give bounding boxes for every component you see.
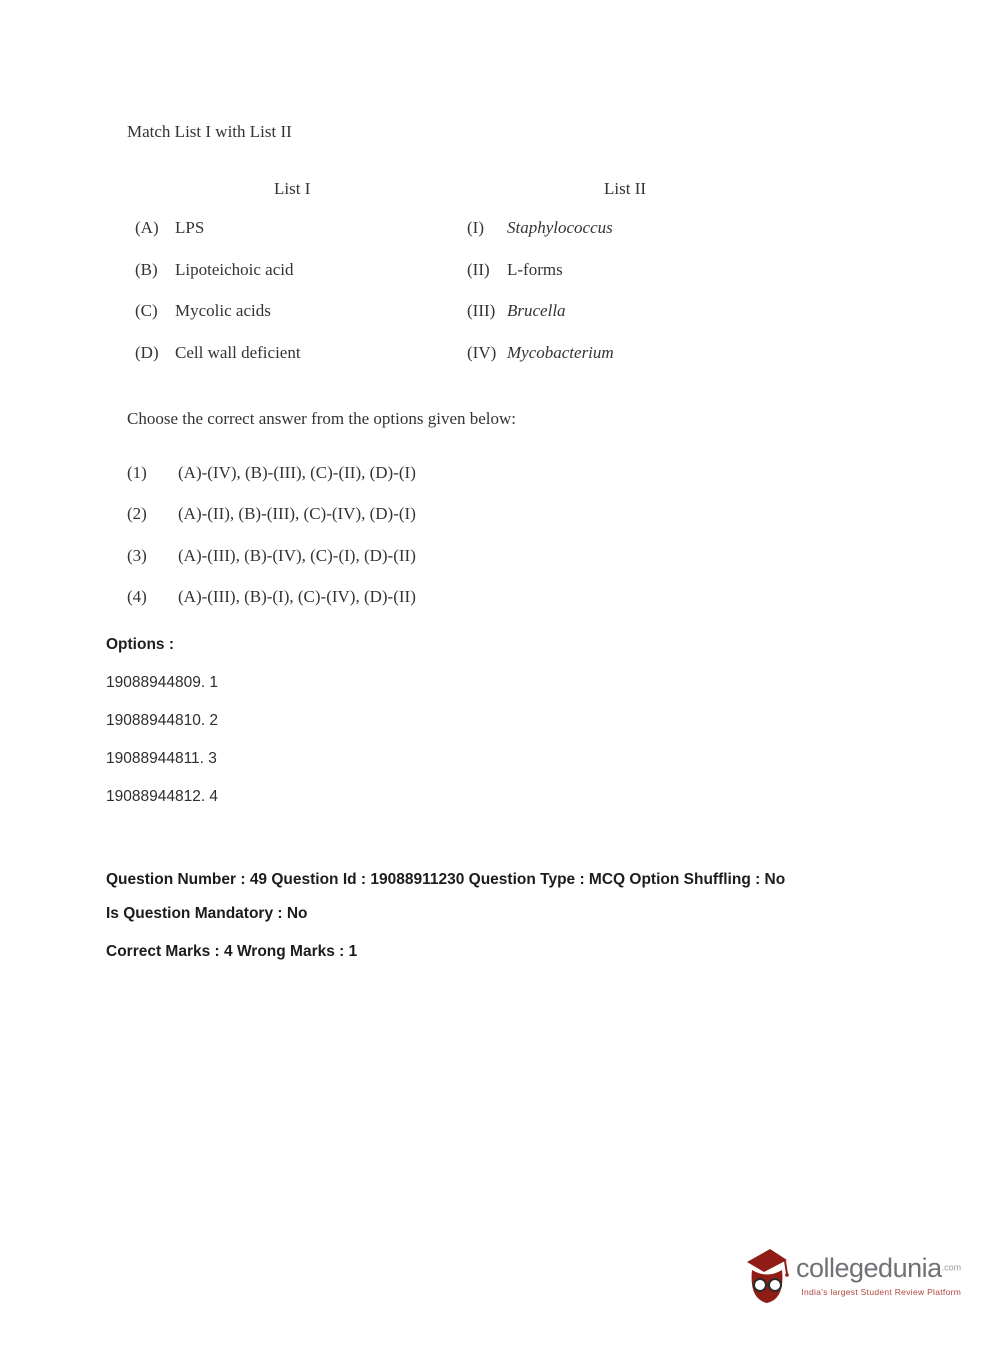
question-meta-line2: Is Question Mandatory : No	[106, 905, 308, 922]
answer-option-row	[127, 504, 727, 545]
options-id-list	[106, 674, 218, 826]
list2-item-label: (III)	[467, 301, 496, 321]
option-id-item: 19088944810. 2	[106, 712, 219, 729]
answer-options	[127, 463, 727, 629]
list2-item-text: Staphylococcus	[507, 218, 613, 237]
question-meta-line3: Correct Marks : 4 Wrong Marks : 1	[106, 943, 358, 960]
options-heading: Options :	[106, 636, 175, 653]
brand-text-block	[796, 1245, 961, 1297]
list1-item-text: Cell wall deficient	[175, 342, 301, 362]
match-row	[135, 343, 875, 385]
choose-instruction: Choose the correct answer from the options given below:	[127, 409, 517, 428]
match-row	[135, 218, 875, 260]
collegedunia-logo	[745, 1245, 961, 1307]
answer-option-text: (A)-(II), (B)-(III), (C)-(IV), (D)-(I)	[178, 504, 416, 524]
list1-item-text: Mycolic acids	[175, 301, 271, 321]
list2-header: List II	[604, 179, 647, 198]
answer-option-row	[127, 546, 727, 587]
list1-item-label: (D)	[135, 342, 159, 362]
answer-option-number: (2)	[127, 504, 147, 524]
brand-name: collegedunia	[796, 1253, 942, 1283]
match-table	[135, 218, 875, 384]
brand-suffix: .com	[941, 1262, 962, 1273]
list1-item-text: LPS	[175, 218, 205, 237]
answer-option-number: (4)	[127, 587, 147, 607]
answer-option-row	[127, 587, 727, 628]
collegedunia-mascot-icon	[745, 1245, 789, 1307]
option-id-item: 19088944811. 3	[106, 750, 217, 767]
answer-option-text: (A)-(III), (B)-(IV), (C)-(I), (D)-(II)	[178, 545, 416, 565]
list1-item-text: Lipoteichoic acid	[175, 259, 294, 279]
list2-item-label: (IV)	[467, 342, 497, 362]
list2-item-text: Brucella	[507, 301, 566, 321]
list2-item-text: L-forms	[507, 259, 563, 279]
option-id-item: 19088944809. 1	[106, 674, 219, 691]
list1-item-label: (C)	[135, 301, 158, 321]
answer-option-number: (3)	[127, 545, 147, 565]
list2-item-label: (II)	[467, 259, 490, 279]
answer-option-text: (A)-(IV), (B)-(III), (C)-(II), (D)-(I)	[178, 463, 416, 482]
list2-item-label: (I)	[467, 218, 484, 237]
match-row	[135, 260, 875, 302]
list2-item-text: Mycobacterium	[507, 342, 614, 362]
match-instruction: Match List I with List II	[127, 122, 292, 141]
question-meta-line1: Question Number : 49 Question Id : 19088911230 Question Type : MCQ Option Shuffling : No	[106, 871, 786, 888]
answer-option-text: (A)-(III), (B)-(I), (C)-(IV), (D)-(II)	[178, 587, 416, 607]
list1-item-label: (A)	[135, 218, 159, 237]
brand-tagline: India's largest Student Review Platform	[801, 1287, 962, 1297]
list1-header: List I	[274, 179, 311, 198]
list1-item-label: (B)	[135, 259, 158, 279]
option-id-item: 19088944812. 4	[106, 788, 219, 805]
match-row	[135, 301, 875, 343]
answer-option-number: (1)	[127, 463, 147, 482]
answer-option-row	[127, 463, 727, 504]
